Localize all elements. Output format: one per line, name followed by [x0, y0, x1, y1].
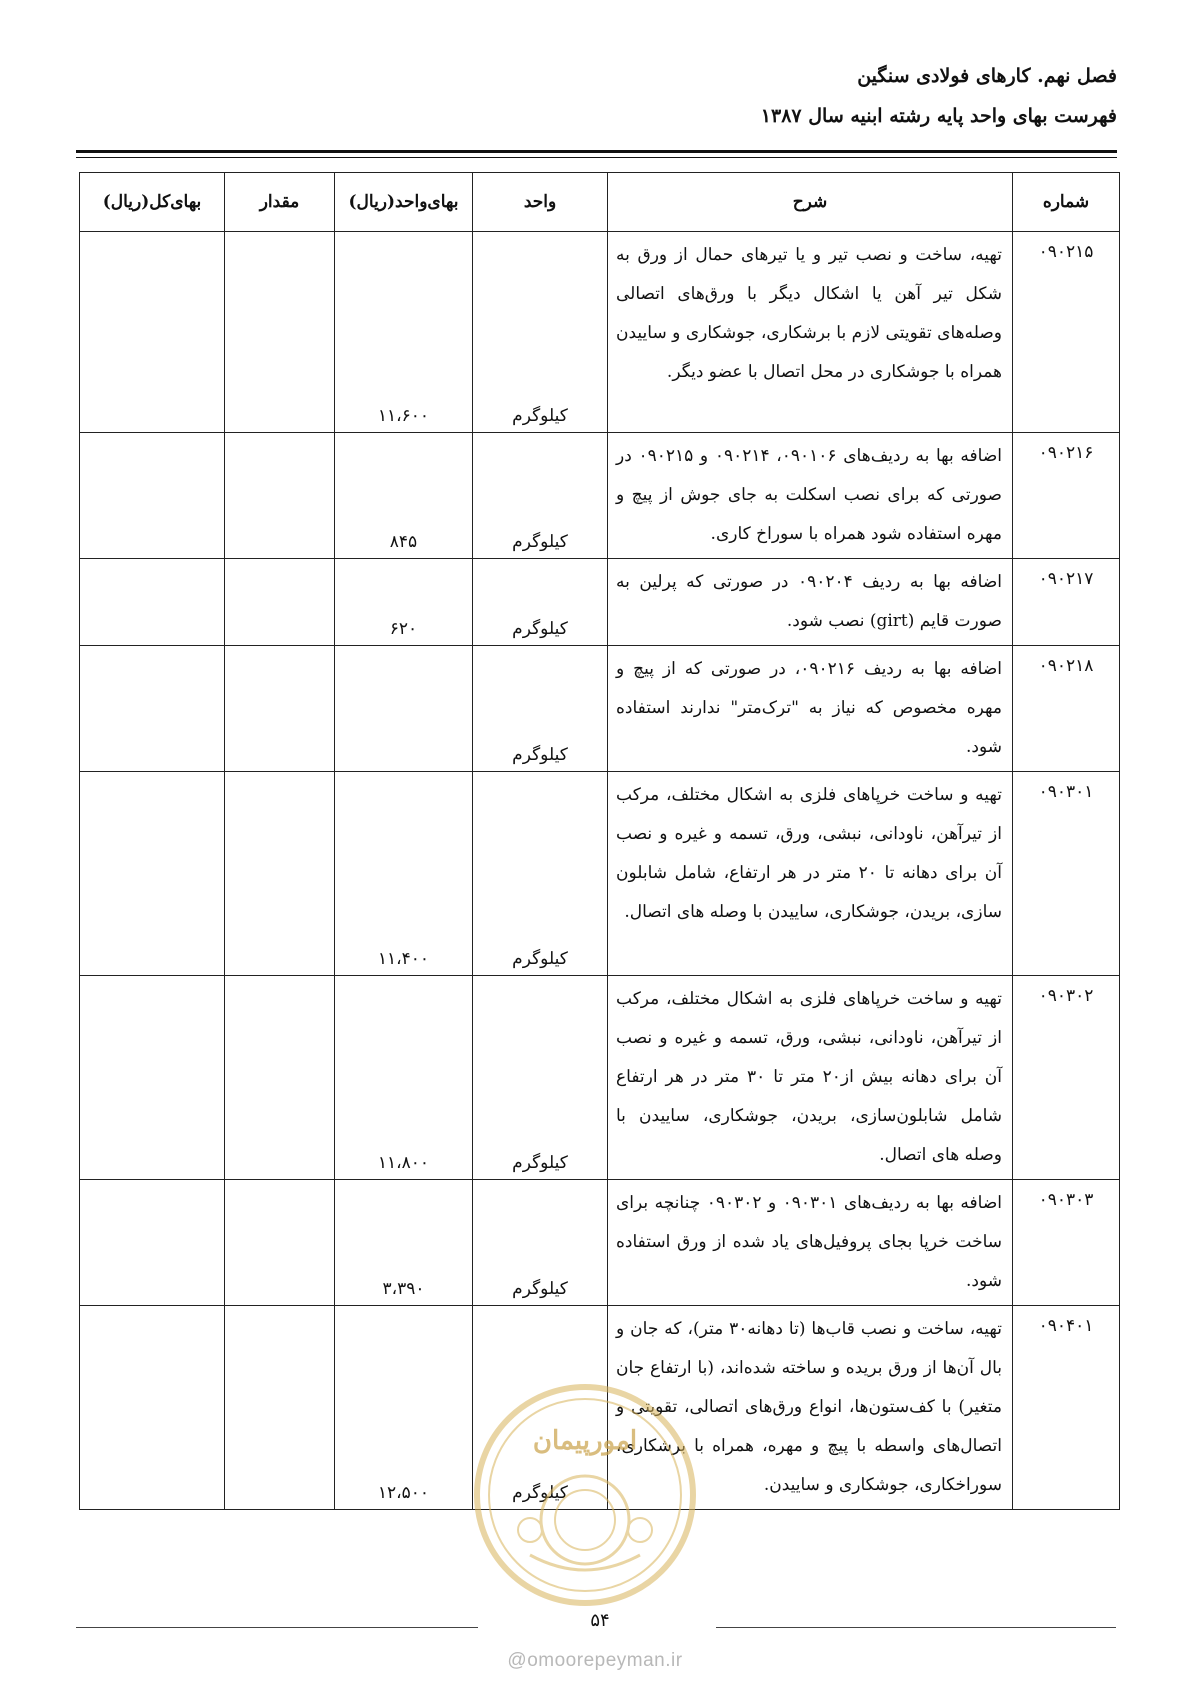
item-quantity [225, 559, 335, 646]
page-header [76, 56, 1117, 136]
item-unit: کیلوگرم [473, 433, 608, 559]
item-code: ۰۹۰۳۰۳ [1013, 1180, 1120, 1306]
item-code: ۰۹۰۲۱۷ [1013, 559, 1120, 646]
header-unit-price: بهای‌واحد(ریال) [335, 173, 473, 232]
item-unit-price: ۸۴۵ [335, 433, 473, 559]
footer-rule-right [716, 1627, 1116, 1628]
item-description: اضافه بها به ردیف‌های ۰۹۰۱۰۶، ۰۹۰۲۱۴ و ۰۹۰۲۱۵ در صورتی که برای نصب اسکلت به جای جوش از پیچ و مهره استفاده شود همراه با سوراخ کاری. [608, 433, 1013, 559]
header-total-price: بهای‌کل(ریال) [80, 173, 225, 232]
item-total-price [80, 976, 225, 1180]
item-quantity [225, 646, 335, 772]
item-description: تهیه و ساخت خرپاهای فلزی به اشکال مختلف، مرکب از تیرآهن، ناودانی، نبشی، ورق، تسمه و غیره و نصب آن برای دهانه تا ۲۰ متر در هر ارتفاع، شامل شابلون سازی، بریدن، جوشکاری، ساییدن با وصله های اتصال. [608, 772, 1013, 976]
item-unit: کیلوگرم [473, 646, 608, 772]
item-unit-price: ۱۱،۸۰۰ [335, 976, 473, 1180]
table-row [80, 232, 1120, 433]
item-unit-price: ۳،۳۹۰ [335, 1180, 473, 1306]
item-quantity [225, 976, 335, 1180]
page-number: ۵۴ [590, 1610, 610, 1631]
header-rule-thick [76, 150, 1117, 153]
item-unit-price: ۱۱،۶۰۰ [335, 232, 473, 433]
header-description: شرح [608, 173, 1013, 232]
table-row [80, 1180, 1120, 1306]
item-total-price [80, 772, 225, 976]
item-unit: کیلوگرم [473, 1180, 608, 1306]
table-row [80, 559, 1120, 646]
price-list-table [79, 172, 1120, 1510]
table-row [80, 433, 1120, 559]
document-subtitle: فهرست بهای واحد پایه رشته ابنیه سال ۱۳۸۷ [760, 105, 1117, 127]
chapter-title: فصل نهم. کارهای فولادی سنگین [857, 65, 1117, 87]
header-code: شماره [1013, 173, 1120, 232]
item-code: ۰۹۰۲۱۸ [1013, 646, 1120, 772]
header-quantity: مقدار [225, 173, 335, 232]
item-unit: کیلوگرم [473, 976, 608, 1180]
item-code: ۰۹۰۲۱۵ [1013, 232, 1120, 433]
table-row [80, 1306, 1120, 1510]
item-total-price [80, 646, 225, 772]
website-watermark: @omoorepeyman.ir [507, 1650, 683, 1671]
item-unit: کیلوگرم [473, 559, 608, 646]
item-total-price [80, 559, 225, 646]
header-unit: واحد [473, 173, 608, 232]
item-unit: کیلوگرم [473, 1306, 608, 1510]
item-unit: کیلوگرم [473, 232, 608, 433]
footer-rule-left [76, 1627, 478, 1628]
table-row [80, 646, 1120, 772]
watermark-text: امورپیمان [532, 1426, 638, 1456]
item-unit: کیلوگرم [473, 772, 608, 976]
item-quantity [225, 772, 335, 976]
item-code: ۰۹۰۲۱۶ [1013, 433, 1120, 559]
item-description: تهیه، ساخت و نصب قاب‌ها (تا دهانه۳۰ متر)، که جان و بال آن‌ها از ورق بریده و ساخته شده‌اند، (با ارتفاع جان متغیر) با کف‌ستون‌ها، انواع ورق‌های اتصالی، تقویتی و اتصال‌های واسطه با پیچ و مهره، همراه با برشکاری، سوراخکاری، جوشکاری و ساییدن. [608, 1306, 1013, 1510]
item-description: اضافه بها به ردیف ۰۹۰۲۱۶، در صورتی که از پیچ و مهره مخصوص که نیاز به "ترک‌متر" ندارند استفاده شود. [608, 646, 1013, 772]
item-quantity [225, 1180, 335, 1306]
item-unit-price: ۶۲۰ [335, 559, 473, 646]
item-description: اضافه بها به ردیف‌های ۰۹۰۳۰۱ و ۰۹۰۳۰۲ چنانچه برای ساخت خرپا بجای پروفیل‌های یاد شده از ورق استفاده شود. [608, 1180, 1013, 1306]
item-total-price [80, 433, 225, 559]
item-quantity [225, 1306, 335, 1510]
table-header-row [80, 173, 1120, 232]
item-unit-price: ۱۱،۴۰۰ [335, 772, 473, 976]
item-code: ۰۹۰۳۰۲ [1013, 976, 1120, 1180]
item-code: ۰۹۰۴۰۱ [1013, 1306, 1120, 1510]
item-code: ۰۹۰۳۰۱ [1013, 772, 1120, 976]
item-quantity [225, 232, 335, 433]
item-total-price [80, 1180, 225, 1306]
item-description: اضافه بها به ردیف ۰۹۰۲۰۴ در صورتی که پرلین به صورت قایم (girt) نصب شود. [608, 559, 1013, 646]
item-description: تهیه و ساخت خرپاهای فلزی به اشکال مختلف، مرکب از تیرآهن، ناودانی، نبشی، ورق، تسمه و غیره و نصب آن برای دهانه بیش از۲۰ متر تا ۳۰ متر در هر ارتفاع شامل شابلون‌سازی، بریدن، جوشکاری، ساییدن با وصله های اتصال. [608, 976, 1013, 1180]
item-description: تهیه، ساخت و نصب تیر و یا تیرهای حمال از ورق به شکل تیر آهن یا اشکال دیگر با ورق‌های اتصالی وصله‌های تقویتی لازم با برشکاری، جوشکاری و ساییدن همراه با جوشکاری در محل اتصال با عضو دیگر. [608, 232, 1013, 433]
header-rule-thin [76, 157, 1117, 158]
item-total-price [80, 1306, 225, 1510]
item-unit-price [335, 646, 473, 772]
item-quantity [225, 433, 335, 559]
item-total-price [80, 232, 225, 433]
table-row [80, 976, 1120, 1180]
table-row [80, 772, 1120, 976]
item-unit-price: ۱۲،۵۰۰ [335, 1306, 473, 1510]
